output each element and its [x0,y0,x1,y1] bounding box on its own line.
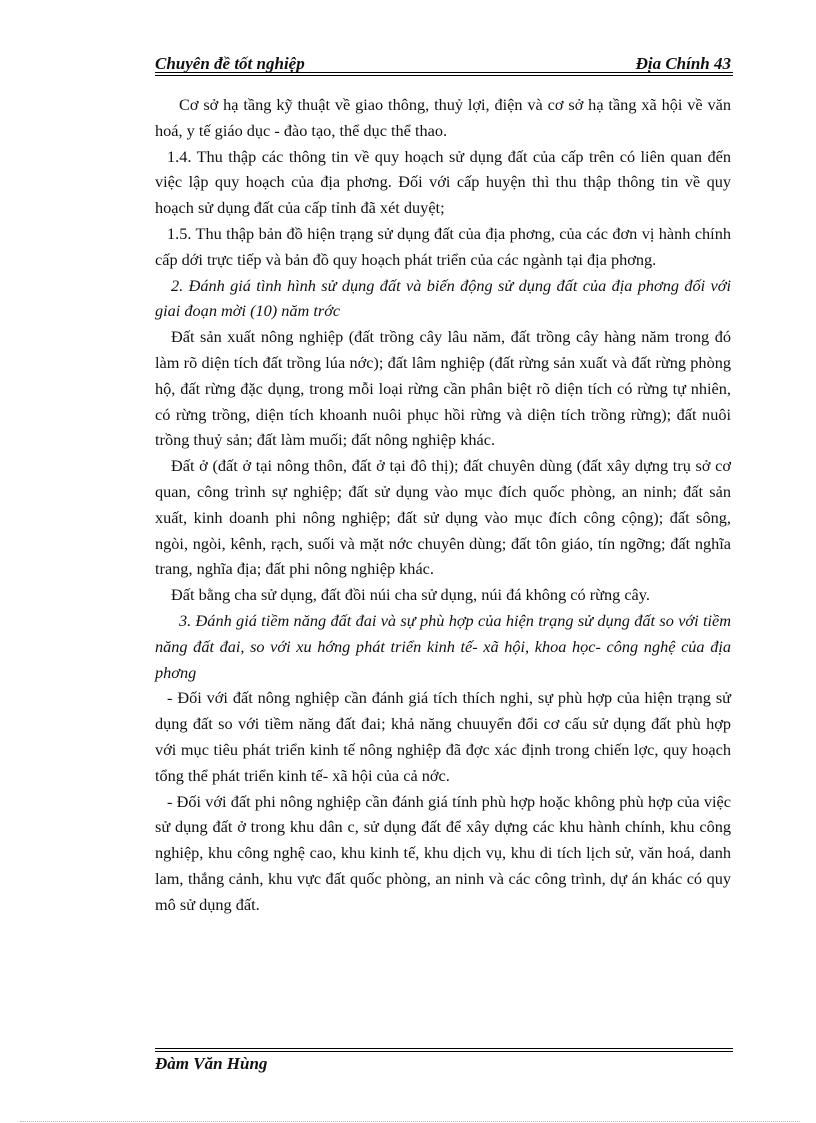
paragraph-1-4: 1.4. Thu thập các thông tin về quy hoạch sử dụng đất của cấp trên có liên quan đến việc lập quy hoạch của địa phơng. Đối với cấp huyện thì thu thập thông tin về quy hoạch sử dụng đất của cấp tỉnh đã xét duyệt; [155,146,731,218]
header-rule-thin [155,75,733,76]
heading-section-2: 2. Đánh giá tình hình sử dụng đất và biến động sử dụng đất của địa phơng đối với giai đoạn mời (10) năm trớc [155,275,731,321]
footer-rule-thin [155,1048,733,1049]
paragraph-unused-land: Đất bằng cha sử dụng, đất đồi núi cha sử dụng, núi đá không có rừng cây. [171,585,650,605]
paragraph-residential-land: Đất ở (đất ở tại nông thôn, đất ở tại đô thị); đất chuyên dùng (đất xây dựng trụ sở cơ quan, công trình sự nghiệp; đất sử dụng vào mục đích quốc phòng, an ninh; đất sản xuất, kinh doanh phi nông nghiệp; đất sử dụng vào mục đích công cộng); đất sông, ngòi, ngòi, kênh, rạch, suối và mặt nớc chuyên dùng; đất tôn giáo, tín ngỡng; đất nghĩa trang, nghĩa địa; đất phi nông nghiệp khác. [155,456,731,579]
paragraph-agri-assessment: - Đối với đất nông nghiệp cần đánh giá tích thích nghi, sự phù hợp của hiện trạng sử dụng đất so với tiềm năng đất đai; khả năng chuuyển đổi cơ cấu sử dụng đất phù hợp với mục tiêu phát triển kinh tế nông nghiệp đã đợc xác định trong chiến lợc, quy hoạch tổng thể phát triển kinh tế- xã hội của cả nớc. [155,688,731,785]
document-body [155,92,731,918]
paragraph-infrastructure: Cơ sở hạ tầng kỹ thuật về giao thông, thuỷ lợi, điện và cơ sở hạ tầng xã hội về văn hoá, y tế giáo dục - đào tạo, thể dục thể thao. [155,95,731,140]
footer-author: Đàm Văn Hùng [155,1054,268,1073]
header-rule [155,72,733,73]
header-title: Chuyên đề tốt nghiệp [155,54,305,73]
page-bottom-dotted-line [20,1121,800,1122]
paragraph-nonagri-assessment: - Đối với đất phi nông nghiệp cần đánh giá tính phù hợp hoặc không phù hợp của việc sử dụng đất ở trong khu dân c, sử dụng đất để xây dựng các khu hành chính, khu công nghiệp, khu công nghệ cao, khu kinh tế, khu dịch vụ, khu di tích lịch sử, văn hoá, danh lam, thắng cảnh, khu vực đất quốc phòng, an ninh và các công trình, dự án khác có quy mô sử dụng đất. [155,791,731,914]
heading-section-3: 3. Đánh giá tiềm năng đất đai và sự phù hợp của hiện trạng sử dụng đất so với tiềm năng đất đai, so với xu hớng phát triển kinh tế- xã hội, khoa học- công nghệ của địa phơng [155,610,731,682]
paragraph-agricultural-land: Đất sản xuất nông nghiệp (đất trồng cây lâu năm, đất trồng cây hàng năm trong đó làm rõ diện tích đất trồng lúa nớc); đất lâm nghiệp (đất rừng sản xuất và đất rừng phòng hộ, đất rừng đặc dụng, trong mỗi loại rừng cần phân biệt rõ diện tích có rừng tự nhiên, có rừng trồng, diện tích khoanh nuôi phục hồi rừng và diện tích trồng rừng); đất nuôi trồng thuỷ sản; đất làm muối; đất nông nghiệp khác. [155,327,731,450]
paragraph-1-5: 1.5. Thu thập bản đồ hiện trạng sử dụng đất của địa phơng, của các đơn vị hành chính cấp dới trực tiếp và bản đồ quy hoạch phát triển của các ngành tại địa phơng. [155,223,731,269]
footer-rule [155,1051,733,1052]
page-header [155,48,733,74]
header-section: Địa Chính 43 [635,54,731,73]
